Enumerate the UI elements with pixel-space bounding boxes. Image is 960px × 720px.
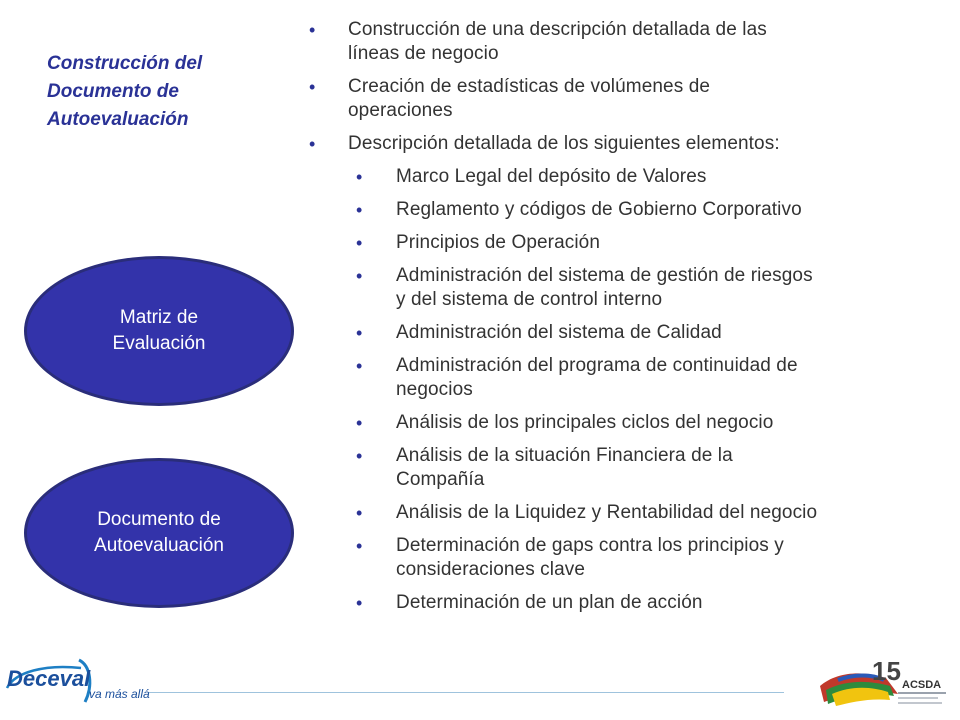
bullet-dot-icon: • <box>356 536 363 556</box>
bullet-dot-icon: • <box>356 323 363 343</box>
oval-label-line: Evaluación <box>112 333 206 354</box>
sub-bullet-item <box>306 198 936 222</box>
slide-title-line: Construcción del <box>47 53 203 74</box>
bullet-list <box>306 18 936 624</box>
sub-bullet-item <box>306 165 936 189</box>
footer-divider <box>148 692 784 693</box>
acsda-number-text: 15 <box>872 656 901 686</box>
bullet-dot-icon: • <box>309 134 316 154</box>
bullet-text-line: Reglamento y códigos de Gobierno Corporativo <box>396 199 802 220</box>
bullet-dot-icon: • <box>356 413 363 433</box>
sub-bullet-item <box>306 231 936 255</box>
sub-bullet-item <box>306 354 936 402</box>
bullet-text-line: Administración del sistema de gestión de riesgos <box>396 265 813 286</box>
bullet-dot-icon: • <box>356 503 363 523</box>
bullet-dot-icon: • <box>356 446 363 466</box>
oval-label-line: Autoevaluación <box>94 535 224 556</box>
sub-bullet-item <box>306 444 936 492</box>
bullet-item <box>306 18 936 66</box>
bullet-text-line: Construcción de una descripción detallada de las <box>348 19 767 40</box>
bullet-text-line: Administración del sistema de Calidad <box>396 322 722 343</box>
slide-title-line: Autoevaluación <box>47 109 189 130</box>
bullet-text-line: Principios de Operación <box>396 232 601 253</box>
sub-bullet-item <box>306 534 936 582</box>
sub-bullet-item <box>306 501 936 525</box>
bullet-text-line: y del sistema de control interno <box>396 289 663 310</box>
bullet-text-line: Descripción detallada de los siguientes elementos: <box>348 133 780 154</box>
bullet-text-line: Análisis de la Liquidez y Rentabilidad del negocio <box>396 502 818 523</box>
bullet-dot-icon: • <box>356 593 363 613</box>
bullet-text-line: operaciones <box>348 100 453 121</box>
acsda-badge-text: ACSDA <box>902 679 942 691</box>
bullet-text-line: Determinación de gaps contra los principios y <box>396 535 784 556</box>
bullet-item <box>306 132 936 156</box>
bullet-item <box>306 75 936 123</box>
bullet-text-line: Creación de estadísticas de volúmenes de <box>348 76 711 97</box>
sub-bullet-item <box>306 411 936 435</box>
bullet-text-line: Análisis de la situación Financiera de la <box>396 445 733 466</box>
bullet-text-line: Determinación de un plan de acción <box>396 592 703 613</box>
deceval-brand-text: Deceval <box>7 666 91 691</box>
bullet-text-line: consideraciones clave <box>396 559 586 580</box>
slide-title-line: Documento de <box>47 81 179 102</box>
deceval-tagline-text: va más allá <box>89 687 150 701</box>
documento-autoevaluacion-oval <box>24 458 294 608</box>
bullet-dot-icon: • <box>356 200 363 220</box>
deceval-logo <box>5 652 155 708</box>
bullet-text-line: Administración del programa de continuidad de <box>396 355 798 376</box>
sub-bullet-item <box>306 321 936 345</box>
bullet-text-line: Compañía <box>396 469 485 490</box>
bullet-dot-icon: • <box>356 233 363 253</box>
bullet-text-line: negocios <box>396 379 473 400</box>
bullet-dot-icon: • <box>356 167 363 187</box>
bullet-text-line: Análisis de los principales ciclos del negocio <box>396 412 774 433</box>
bullet-dot-icon: • <box>356 266 363 286</box>
acsda-logo <box>806 650 956 716</box>
oval-label-line: Documento de <box>97 509 221 530</box>
oval-label-line: Matriz de <box>119 307 199 328</box>
slide-title <box>47 50 267 134</box>
bullet-dot-icon: • <box>309 20 316 40</box>
bullet-text-line: Marco Legal del depósito de Valores <box>396 166 707 187</box>
sub-bullet-item <box>306 264 936 312</box>
bullet-text-line: líneas de negocio <box>348 43 499 64</box>
matriz-evaluacion-oval <box>24 256 294 406</box>
sub-bullet-item <box>306 591 936 615</box>
bullet-dot-icon: • <box>309 77 316 97</box>
bullet-dot-icon: • <box>356 356 363 376</box>
